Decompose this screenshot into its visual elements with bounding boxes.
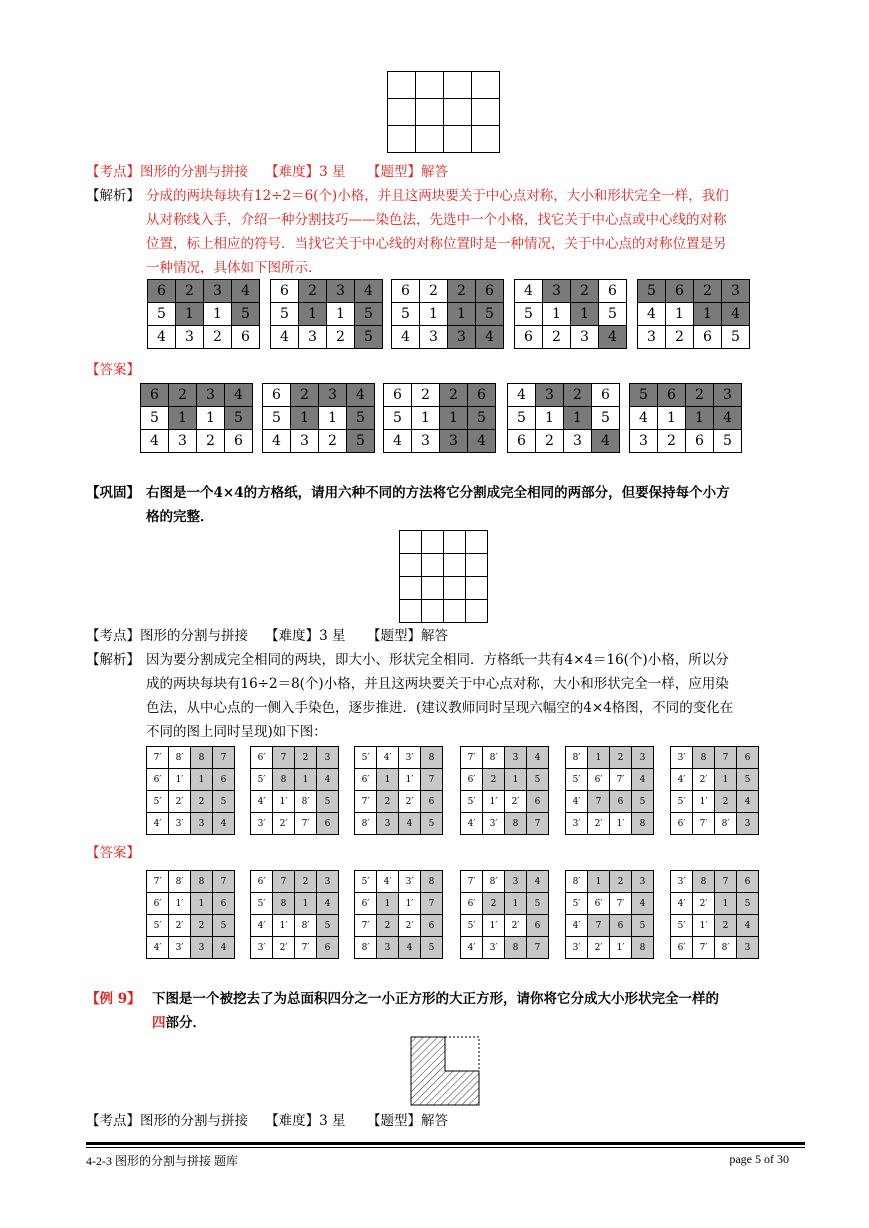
grid-cell: 6′ [671,937,693,959]
grid-cell: 7′ [461,747,483,769]
grid-4x4-3 [354,870,443,959]
grid-cell: 3′ [483,813,505,835]
grid-cell: 8 [421,871,443,893]
jiexi-line-2: 成的两块每块有16÷2＝8(个)小格，并且这两块要关于中心点对称，大小和形状完全一样，应用染 [146,676,729,692]
grid-cell: 5 [737,769,759,791]
grid-cell: 1 [377,769,399,791]
grid-cell: 4 [632,893,654,915]
grid-cell: 6′ [588,893,610,915]
grid-cell: 8 [693,871,715,893]
grid-cell: 3 [377,813,399,835]
footer-rule-thin [86,1147,805,1148]
grid-cell: 1′ [610,813,632,835]
grid-b5: 5 6 2 3 4 1 1 4 3 2 6 5 [629,383,742,453]
grid-cell: 5 [527,769,549,791]
example9-tag: 【例 9】 [86,991,141,1007]
cut-square-figure [410,1036,480,1106]
grid-b4: 4 3 2 6 5 1 1 5 6 2 3 4 [507,383,620,453]
grid-cell: 7′ [610,769,632,791]
grid-cell: 6′ [251,871,273,893]
jiexi-tag-1: 【解析】 [86,188,140,204]
grid-b1: 6 2 3 4 5 1 1 5 4 3 2 6 [140,383,253,453]
grid-cell: 7 [588,915,610,937]
grid-cell: 1′ [610,937,632,959]
grid-cell: 2 [483,769,505,791]
grid-cell: 2 [610,747,632,769]
grid-cell: 2′ [273,813,295,835]
jiexi-line-2: 色法，从中心点的一侧入手染色，逐步推进．(建议教师同时呈现六幅空的4×4格图，不同的变化在 [146,700,734,716]
grid-cell: 7 [527,937,549,959]
grid-cell: 5′ [566,769,588,791]
grid-4x4-2 [250,870,339,959]
grid-cell: 5′ [251,893,273,915]
grid-cell: 3′ [399,871,421,893]
grid-cell: 8′ [566,747,588,769]
jiexi-line: 分成的两块每块有12÷2＝6(个)小格，并且这两块要关于中心点对称，大小和形状完全一样，我们 [146,188,729,204]
grid-cell: 5′ [566,893,588,915]
grid-cell: 6 [737,871,759,893]
grid-cell: 7′ [295,937,317,959]
grid-cell: 1 [588,747,610,769]
grid-cell: 8′ [715,813,737,835]
grid-a2: 6 2 3 4 5 1 1 5 4 3 2 5 [270,279,383,349]
grid-cell: 5 [527,893,549,915]
answer-tag-1: 【答案】 [86,362,140,378]
grid-cell: 5 [213,915,235,937]
grid-cell: 3 [737,813,759,835]
grid-cell: 2′ [505,915,527,937]
grid-cell: 4′ [671,893,693,915]
grid-cell: 5 [632,791,654,813]
grid-cell: 5 [632,915,654,937]
empty-grid-3x4 [387,71,500,153]
grid-cell: 5′ [147,791,169,813]
grid-cell: 3 [632,871,654,893]
grid-cell: 4 [737,915,759,937]
grid-cell: 6′ [251,747,273,769]
grid-b2: 6 2 3 4 5 1 1 5 4 3 2 5 [262,383,375,453]
grid-cell: 6′ [147,769,169,791]
grid-cell: 2′ [505,791,527,813]
grid-cell: 2′ [169,915,191,937]
grid-cell: 2 [610,871,632,893]
grid-cell: 6′ [461,893,483,915]
grid-cell: 5′ [461,915,483,937]
grid-cell: 1 [715,893,737,915]
grid-4x4-6 [670,870,759,959]
grid-cell: 2′ [693,769,715,791]
grid-cell: 7′ [295,813,317,835]
grid-cell: 8 [273,893,295,915]
grid-cell: 1 [377,893,399,915]
grid-cell: 1 [505,893,527,915]
grid-cell: 7′ [147,747,169,769]
grid-cell: 6′ [671,813,693,835]
grid-cell: 7 [588,791,610,813]
grid-cell: 1′ [399,769,421,791]
grid-cell: 2′ [273,937,295,959]
gonggu-line: 格的完整． [146,509,214,525]
grid-cell: 1′ [169,893,191,915]
grid-cell: 8 [421,747,443,769]
grid-cell: 6′ [355,769,377,791]
grid-4x4-3 [354,746,443,835]
grid-cell: 4 [213,813,235,835]
grid-cell: 7′ [610,893,632,915]
grid-cell: 2′ [399,791,421,813]
grid-cell: 7 [213,871,235,893]
grid-cell: 2 [295,871,317,893]
grid-cell: 3′ [251,813,273,835]
grid-cell: 3 [505,871,527,893]
example9-line: 四部分． [152,1015,206,1031]
grid-cell: 7′ [461,871,483,893]
grid-cell: 6′ [355,893,377,915]
grid-cell: 4′ [461,813,483,835]
grid-cell: 4 [737,791,759,813]
grid-4x4-5 [565,746,654,835]
grid-cell: 5 [421,813,443,835]
grid-cell: 8 [632,813,654,835]
jiexi-tag-2: 【解析】 [86,652,140,668]
grid-cell: 4′ [147,813,169,835]
grid-cell: 6 [737,747,759,769]
grid-cell: 6 [527,915,549,937]
grid-cell: 2 [715,915,737,937]
grid-4x4-4 [460,870,549,959]
grid-cell: 8′ [483,871,505,893]
gonggu-tag: 【巩固】 [86,485,140,501]
grid-cell: 8′ [355,937,377,959]
grid-cell: 4′ [671,769,693,791]
grid-cell: 8′ [483,747,505,769]
grid-cell: 5′ [355,747,377,769]
grid-cell: 6′ [147,893,169,915]
meta-line-1: 【考点】图形的分割与拼接 【难度】3 星 【题型】解答 [86,164,449,180]
grid-cell: 3′ [483,937,505,959]
grid-cell: 6 [610,791,632,813]
grid-cell: 6 [421,791,443,813]
grid-cell: 3′ [169,813,191,835]
grid-b3: 6 2 2 6 5 1 1 5 4 3 3 4 [383,383,496,453]
grid-cell: 1′ [169,769,191,791]
footer-rule [86,1142,805,1145]
answer-tag-2: 【答案】 [86,845,140,861]
grid-cell: 3 [191,937,213,959]
grid-cell: 3 [191,813,213,835]
grid-cell: 3′ [566,813,588,835]
footer-right: page 5 of 30 [729,1152,789,1166]
grid-cell: 6′ [588,769,610,791]
grid-cell: 1 [295,769,317,791]
grid-cell: 6 [610,915,632,937]
grid-cell: 2′ [169,791,191,813]
grid-4x4-1 [146,746,235,835]
grid-cell: 4 [213,937,235,959]
grid-cell: 4′ [147,937,169,959]
grid-cell: 8 [505,937,527,959]
grid-a1: 6 2 3 4 5 1 1 5 4 3 2 6 [147,279,260,349]
grid-cell: 2′ [588,813,610,835]
grid-cell: 7′ [693,813,715,835]
grid-cell: 4 [399,813,421,835]
grid-cell: 2 [377,791,399,813]
grid-cell: 8′ [169,871,191,893]
grid-cell: 7 [527,813,549,835]
jiexi-line: 一种情况，具体如下图所示． [146,260,322,276]
grid-cell: 4 [317,893,339,915]
grid-cell: 2 [191,915,213,937]
grid-cell: 5′ [461,791,483,813]
grid-cell: 2 [715,791,737,813]
grid-cell: 7 [421,769,443,791]
grid-cell: 3′ [671,747,693,769]
grid-cell: 4′ [461,937,483,959]
grid-cell: 7′ [693,937,715,959]
grid-cell: 4′ [377,747,399,769]
grid-cell: 1′ [693,915,715,937]
grid-cell: 7 [715,871,737,893]
grid-a5: 5 6 2 3 4 1 1 4 3 2 6 5 [637,279,750,349]
footer-left: 4-2-3 图形的分割与拼接 题库 [86,1154,238,1168]
grid-cell: 8′ [295,915,317,937]
grid-cell: 5 [317,915,339,937]
grid-cell: 5 [421,937,443,959]
grid-cell: 5 [317,791,339,813]
grid-cell: 2 [377,915,399,937]
grid-cell: 8′ [169,747,191,769]
grid-cell: 6 [317,813,339,835]
grid-cell: 8 [505,813,527,835]
grid-a4: 4 3 2 6 5 1 1 5 6 2 3 4 [514,279,627,349]
grid-cell: 2′ [399,915,421,937]
grid-cell: 3′ [169,937,191,959]
grid-cell: 8′ [355,813,377,835]
grid-cell: 8′ [566,871,588,893]
jiexi-line: 从对称线入手，介绍一种分割技巧——染色法，先选中一个小格，找它关于中心点或中心线的对称 [146,212,727,228]
grid-cell: 3′ [671,871,693,893]
grid-cell: 7′ [355,915,377,937]
grid-cell: 4′ [251,915,273,937]
grid-cell: 8 [191,871,213,893]
grid-cell: 7 [715,747,737,769]
grid-cell: 3 [737,937,759,959]
grid-4x4-6 [670,746,759,835]
grid-cell: 5′ [355,871,377,893]
grid-cell: 3 [317,747,339,769]
grid-cell: 1′ [483,915,505,937]
grid-cell: 4 [317,769,339,791]
grid-cell: 6 [421,915,443,937]
grid-cell: 1 [191,769,213,791]
grid-cell: 5 [213,791,235,813]
grid-cell: 4 [399,937,421,959]
grid-a3: 6 2 2 6 5 1 1 5 4 3 3 4 [391,279,504,349]
grid-cell: 3′ [399,747,421,769]
grid-cell: 2 [191,791,213,813]
grid-cell: 5′ [251,769,273,791]
grid-cell: 7 [213,747,235,769]
grid-cell: 7′ [147,871,169,893]
grid-cell: 8 [693,747,715,769]
grid-cell: 6 [213,893,235,915]
grid-cell: 4′ [566,791,588,813]
grid-cell: 3′ [251,937,273,959]
grid-cell: 2 [483,893,505,915]
grid-cell: 7 [273,747,295,769]
grid-cell: 1′ [483,791,505,813]
grid-cell: 1 [505,769,527,791]
grid-cell: 4 [632,769,654,791]
grid-4x4-4 [460,746,549,835]
jiexi-line-2: 因为要分割成完全相同的两块，即大小、形状完全相同．方格纸一共有4×4＝16(个)小格，所以分 [146,652,729,668]
grid-cell: 2 [295,747,317,769]
grid-cell: 2′ [588,937,610,959]
grid-cell: 7 [273,871,295,893]
meta-line-2: 【考点】图形的分割与拼接 【难度】3 星 【题型】解答 [86,628,449,644]
grid-cell: 3 [632,747,654,769]
grid-cell: 1 [588,871,610,893]
grid-cell: 7′ [355,791,377,813]
grid-cell: 5′ [671,791,693,813]
grid-cell: 1 [191,893,213,915]
grid-cell: 3 [505,747,527,769]
grid-cell: 7 [421,893,443,915]
grid-cell: 8 [273,769,295,791]
jiexi-line-2: 不同的图上同时呈现)如下图： [146,724,327,740]
grid-cell: 5′ [671,915,693,937]
grid-4x4-2 [250,746,339,835]
grid-cell: 1 [295,893,317,915]
grid-cell: 6 [317,937,339,959]
grid-cell: 8′ [715,937,737,959]
jiexi-line: 位置，标上相应的符号．当找它关于中心线的对称位置时是一种情况，关于中心点的对称位置是另 [146,236,727,252]
grid-cell: 1′ [273,791,295,813]
grid-cell: 3 [317,871,339,893]
grid-cell: 3′ [566,937,588,959]
meta-line-3: 【考点】图形的分割与拼接 【难度】3 星 【题型】解答 [86,1113,449,1129]
grid-cell: 6 [213,769,235,791]
grid-cell: 2′ [693,893,715,915]
grid-cell: 3 [377,937,399,959]
grid-cell: 4′ [251,791,273,813]
grid-cell: 4 [527,871,549,893]
grid-4x4-5 [565,870,654,959]
empty-grid-4x4 [399,530,488,623]
grid-cell: 8′ [295,791,317,813]
grid-cell: 5 [737,893,759,915]
grid-cell: 1′ [273,915,295,937]
grid-cell: 8 [191,747,213,769]
gonggu-line: 右图是一个4×4的方格纸，请用六种不同的方法将它分割成完全相同的两部分，但要保持每个小方 [146,485,730,501]
example9-line: 下图是一个被挖去了为总面积四分之一小正方形的大正方形，请你将它分成大小形状完全一样的 [152,991,719,1007]
grid-cell: 1′ [399,893,421,915]
grid-cell: 5′ [147,915,169,937]
grid-cell: 6 [527,791,549,813]
grid-cell: 8 [632,937,654,959]
grid-cell: 1 [715,769,737,791]
grid-cell: 1′ [693,791,715,813]
grid-4x4-1 [146,870,235,959]
grid-cell: 6′ [461,769,483,791]
grid-cell: 4′ [377,871,399,893]
grid-cell: 4′ [566,915,588,937]
grid-cell: 4 [527,747,549,769]
